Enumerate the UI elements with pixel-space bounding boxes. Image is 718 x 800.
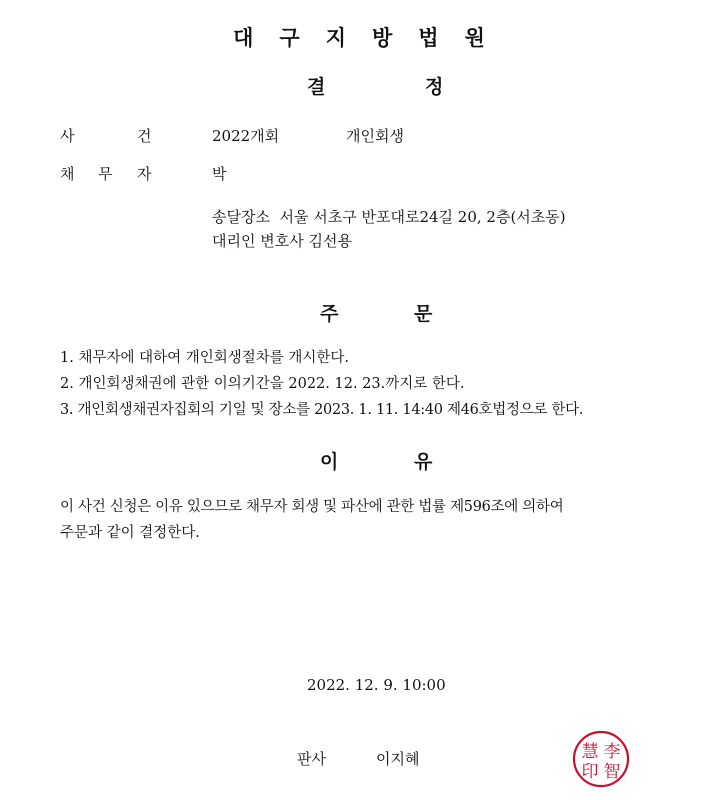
judge-name: 이지혜 [376,750,420,768]
reason-heading-char-1: 이 [320,451,339,473]
delivery-address: 송달장소 서울 서초구 반포대로24길 20, 2층(서초동) [212,208,566,226]
court-name [0,22,718,52]
svg-text:印: 印 [581,762,599,782]
debtor-name: 박 [212,165,227,183]
case-number: 2022개회 [212,127,280,145]
doc-type-char-1: 결 [307,76,326,98]
agent: 대리인 변호사 김선용 [212,232,352,250]
judge-title: 판사 [297,750,326,768]
court-name-char: 구 [279,26,300,50]
reason-heading-char-2: 유 [414,451,433,473]
court-name-char: 원 [464,26,485,50]
reason-line-2: 주문과 같이 결정한다. [60,525,200,541]
svg-text:慧: 慧 [581,742,599,762]
case-label-char: 건 [137,127,152,145]
reason-line-1: 이 사건 신청은 이유 있으므로 채무자 회생 및 파산에 관한 법률 제596조에 의하여 [60,499,564,515]
svg-text:智: 智 [603,762,621,782]
order-item: 1. 채무자에 대하여 개인회생절차를 개시한다. [60,350,350,366]
debtor-label-char: 자 [137,165,152,183]
court-name-char: 지 [325,26,346,50]
court-name-char: 법 [418,26,439,50]
court-name-char: 대 [233,26,254,50]
doc-type-char-2: 정 [425,76,444,98]
case-type: 개인회생 [346,127,404,145]
judge-seal-icon [572,730,630,788]
court-name-char: 방 [372,26,393,50]
order-item: 3. 개인회생채권자집회의 기일 및 장소를 2023. 1. 11. 14:40 제46호법정으로 한다. [60,402,584,418]
debtor-label-char: 무 [98,165,113,183]
decision-date: 2022. 12. 9. 10:00 [307,676,446,694]
order-heading-char-2: 문 [414,303,433,325]
order-heading-char-1: 주 [320,303,339,325]
case-label-char: 사 [60,127,75,145]
svg-text:李: 李 [603,742,621,762]
order-item: 2. 개인회생채권에 관한 이의기간을 2022. 12. 23.까지로 한다. [60,376,465,392]
debtor-label-char: 채 [60,165,75,183]
